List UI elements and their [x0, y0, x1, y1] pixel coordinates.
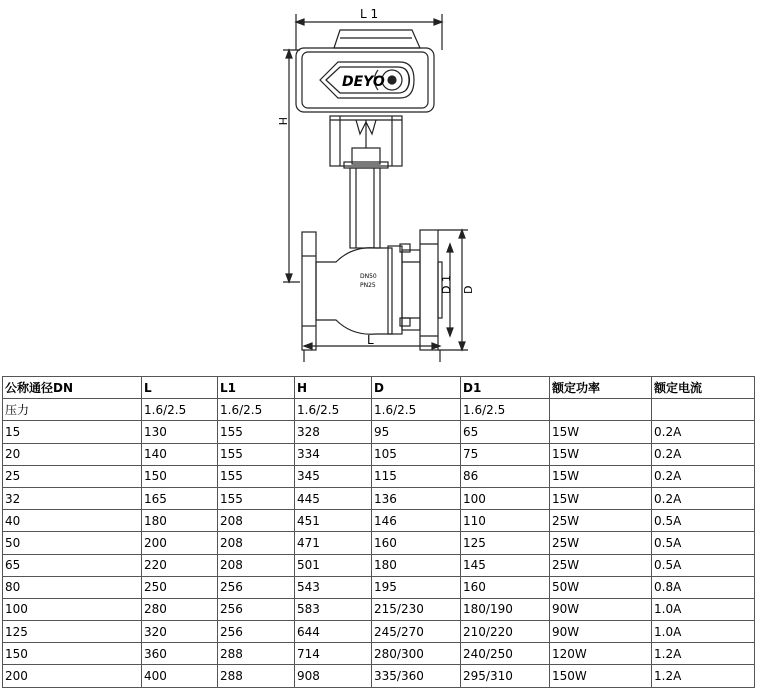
- table-cell: 451: [295, 510, 372, 532]
- table-cell: 200: [3, 665, 142, 687]
- table-cell: 15W: [550, 465, 652, 487]
- table-cell: 50W: [550, 576, 652, 598]
- table-cell: 110: [461, 510, 550, 532]
- table-cell: 714: [295, 643, 372, 665]
- table-cell: 155: [218, 421, 295, 443]
- table-cell: 288: [218, 643, 295, 665]
- table-cell: 0.2A: [652, 487, 755, 509]
- table-cell: 1.6/2.5: [142, 399, 218, 421]
- table-cell: 215/230: [372, 598, 461, 620]
- table-cell: 压力: [3, 399, 142, 421]
- right-flange: [420, 230, 438, 350]
- table-cell: 0.5A: [652, 554, 755, 576]
- table-cell: 65: [3, 554, 142, 576]
- table-cell: 1.6/2.5: [461, 399, 550, 421]
- table-cell: 445: [295, 487, 372, 509]
- table-cell: 165: [142, 487, 218, 509]
- valve-body: [316, 248, 392, 334]
- table-row: [3, 576, 755, 598]
- table-row: [3, 643, 755, 665]
- table-cell: 180/190: [461, 598, 550, 620]
- table-cell: 280: [142, 598, 218, 620]
- table-cell: 256: [218, 576, 295, 598]
- table-cell: 150W: [550, 665, 652, 687]
- valve-mark-pn: PN25: [360, 282, 376, 289]
- table-cell: 245/270: [372, 621, 461, 643]
- header-current: 额定电流: [652, 377, 755, 399]
- table-cell: 0.8A: [652, 576, 755, 598]
- table-cell: 150: [142, 465, 218, 487]
- table-cell: 100: [461, 487, 550, 509]
- table-cell: 15W: [550, 443, 652, 465]
- table-cell: 25: [3, 465, 142, 487]
- table-cell: 180: [372, 554, 461, 576]
- dim-label-d: D: [462, 285, 475, 294]
- table-cell: 208: [218, 532, 295, 554]
- table-row: [3, 532, 755, 554]
- table-row: [3, 465, 755, 487]
- table-cell: 25W: [550, 510, 652, 532]
- table-cell: 15W: [550, 487, 652, 509]
- table-cell: 501: [295, 554, 372, 576]
- table-row: [3, 598, 755, 620]
- table-cell: 15: [3, 421, 142, 443]
- header-dn: 公称通径DN: [3, 377, 142, 399]
- table-cell: 0.2A: [652, 443, 755, 465]
- header-d: D: [372, 377, 461, 399]
- table-cell: 150: [3, 643, 142, 665]
- dim-label-l1: L 1: [360, 7, 379, 21]
- table-cell: 80: [3, 576, 142, 598]
- table-cell: 0.5A: [652, 532, 755, 554]
- dim-label-d1: D 1: [440, 275, 453, 294]
- table-row: [3, 399, 755, 421]
- table-cell: 15W: [550, 421, 652, 443]
- table-cell: 1.6/2.5: [295, 399, 372, 421]
- table-cell: 334: [295, 443, 372, 465]
- table-cell: 115: [372, 465, 461, 487]
- table-cell: 208: [218, 510, 295, 532]
- table-header-row: [3, 377, 755, 399]
- table-cell: 1.2A: [652, 665, 755, 687]
- dim-label-l: L: [367, 333, 374, 347]
- table-cell: 400: [142, 665, 218, 687]
- table-cell: 155: [218, 443, 295, 465]
- table-cell: 140: [142, 443, 218, 465]
- table-cell: 95: [372, 421, 461, 443]
- table-cell: 160: [461, 576, 550, 598]
- table-cell: 1.2A: [652, 643, 755, 665]
- table-cell: 105: [372, 443, 461, 465]
- header-power: 额定功率: [550, 377, 652, 399]
- table-row: [3, 421, 755, 443]
- header-d1: D1: [461, 377, 550, 399]
- table-cell: 195: [372, 576, 461, 598]
- spec-table: [2, 376, 755, 688]
- table-cell: 210/220: [461, 621, 550, 643]
- table-cell: 471: [295, 532, 372, 554]
- table-cell: 256: [218, 621, 295, 643]
- header-l1: L1: [218, 377, 295, 399]
- table-cell: 65: [461, 421, 550, 443]
- table-cell: 1.6/2.5: [372, 399, 461, 421]
- table-cell: 1.0A: [652, 621, 755, 643]
- table-cell: 1.0A: [652, 598, 755, 620]
- table-cell: 288: [218, 665, 295, 687]
- table-cell: 86: [461, 465, 550, 487]
- table-cell: 0.2A: [652, 465, 755, 487]
- table-cell: 100: [3, 598, 142, 620]
- table-cell: 20: [3, 443, 142, 465]
- table-cell: 644: [295, 621, 372, 643]
- table-cell: 25W: [550, 532, 652, 554]
- table-cell: 125: [461, 532, 550, 554]
- table-cell: 360: [142, 643, 218, 665]
- table-body: [3, 399, 755, 687]
- table-cell: 335/360: [372, 665, 461, 687]
- table-cell: 120W: [550, 643, 652, 665]
- dim-label-h: H: [276, 117, 289, 126]
- table-cell: 220: [142, 554, 218, 576]
- table-cell: 40: [3, 510, 142, 532]
- table-cell: 320: [142, 621, 218, 643]
- table-cell: 145: [461, 554, 550, 576]
- left-flange: [302, 232, 316, 350]
- valve-stem: [350, 168, 380, 248]
- table-cell: 0.2A: [652, 421, 755, 443]
- table-row: [3, 665, 755, 687]
- table-cell: 583: [295, 598, 372, 620]
- table-cell: 208: [218, 554, 295, 576]
- table-cell: 130: [142, 421, 218, 443]
- table-cell: 136: [372, 487, 461, 509]
- brand-logo-text: DEYO: [342, 74, 385, 90]
- table-cell: 908: [295, 665, 372, 687]
- header-h: H: [295, 377, 372, 399]
- table-cell: 146: [372, 510, 461, 532]
- table-row: [3, 554, 755, 576]
- table-cell: 125: [3, 621, 142, 643]
- actuator-cover: [334, 30, 420, 48]
- table-cell: 180: [142, 510, 218, 532]
- table-cell: 250: [142, 576, 218, 598]
- table-row: [3, 443, 755, 465]
- table-cell: 155: [218, 465, 295, 487]
- table-cell: 90W: [550, 621, 652, 643]
- table-cell: 75: [461, 443, 550, 465]
- table-cell: 345: [295, 465, 372, 487]
- table-cell: 200: [142, 532, 218, 554]
- table-cell: 25W: [550, 554, 652, 576]
- header-l: L: [142, 377, 218, 399]
- table-cell: [550, 399, 652, 421]
- table-cell: 160: [372, 532, 461, 554]
- table-cell: 0.5A: [652, 510, 755, 532]
- valve-mark-dn: DN50: [360, 273, 377, 280]
- table-row: [3, 487, 755, 509]
- table-row: [3, 621, 755, 643]
- table-cell: 328: [295, 421, 372, 443]
- table-cell: 90W: [550, 598, 652, 620]
- table-cell: 155: [218, 487, 295, 509]
- table-cell: [652, 399, 755, 421]
- table-cell: 240/250: [461, 643, 550, 665]
- table-cell: 32: [3, 487, 142, 509]
- table-cell: 50: [3, 532, 142, 554]
- table-row: [3, 510, 755, 532]
- table-cell: 1.6/2.5: [218, 399, 295, 421]
- table-cell: 256: [218, 598, 295, 620]
- table-cell: 543: [295, 576, 372, 598]
- table-cell: 280/300: [372, 643, 461, 665]
- table-cell: 295/310: [461, 665, 550, 687]
